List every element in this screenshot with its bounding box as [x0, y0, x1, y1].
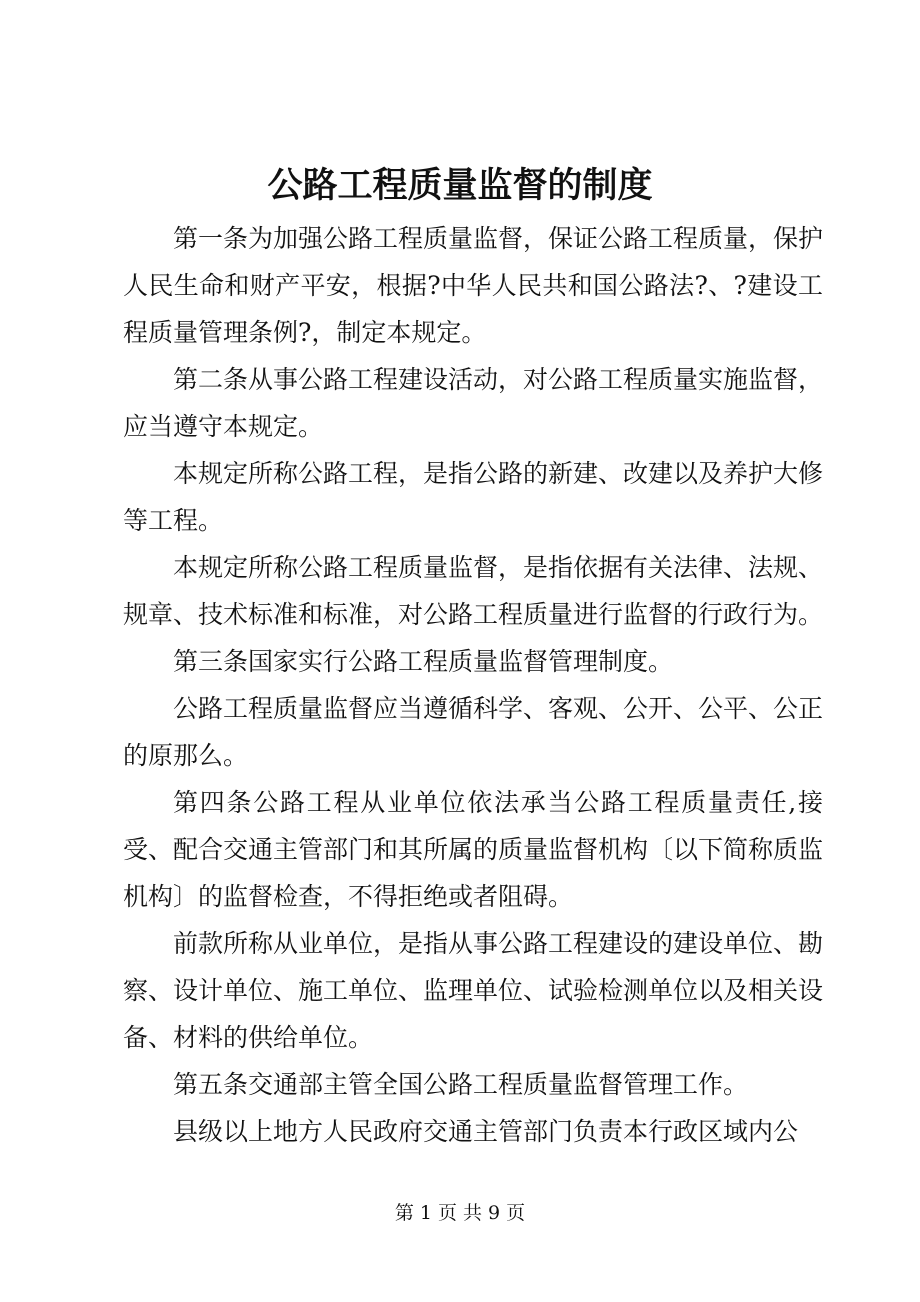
- paragraph-definition-units: 前款所称从业单位，是指从事公路工程建设的建设单位、勘察、设计单位、施工单位、监理单位、试验检测单位以及相关设备、材料的供给单位。: [123, 929, 824, 1052]
- paragraph-article-4: 第四条公路工程从业单位依法承当公路工程质量责任,接受、配合交通主管部门和其所属的质量监督机构〔以下简称质监机构〕的监督检查，不得拒绝或者阻碍。: [123, 788, 824, 911]
- page-number-footer: 第 1 页 共 9 页: [394, 1202, 526, 1224]
- paragraph-definition-supervision: 本规定所称公路工程质量监督，是指依据有关法律、法规、规章、技术标准和标准，对公路工程质量进行监督的行政行为。: [123, 553, 824, 629]
- paragraph-principles: 公路工程质量监督应当遵循科学、客观、公开、公平、公正的原那么。: [123, 694, 824, 770]
- document-body: [123, 215, 823, 1155]
- paragraph-local-authority: 县级以上地方人民政府交通主管部门负责本行政区域内公: [173, 1117, 799, 1146]
- paragraph-article-3: 第三条国家实行公路工程质量监督管理制度。: [173, 647, 674, 676]
- paragraph-definition-engineering: 本规定所称公路工程，是指公路的新建、改建以及养护大修等工程。: [123, 459, 824, 535]
- paragraph-article-1: 第一条为加强公路工程质量监督，保证公路工程质量，保护人民生命和财产平安，根据?中华人民共和国公路法?、?建设工程质量管理条例?，制定本规定。: [123, 224, 824, 347]
- paragraph-article-2: 第二条从事公路工程建设活动，对公路工程质量实施监督，应当遵守本规定。: [123, 365, 824, 441]
- paragraph-article-5: 第五条交通部主管全国公路工程质量监督管理工作。: [173, 1070, 749, 1099]
- document-title: 公路工程质量监督的制度: [267, 165, 653, 206]
